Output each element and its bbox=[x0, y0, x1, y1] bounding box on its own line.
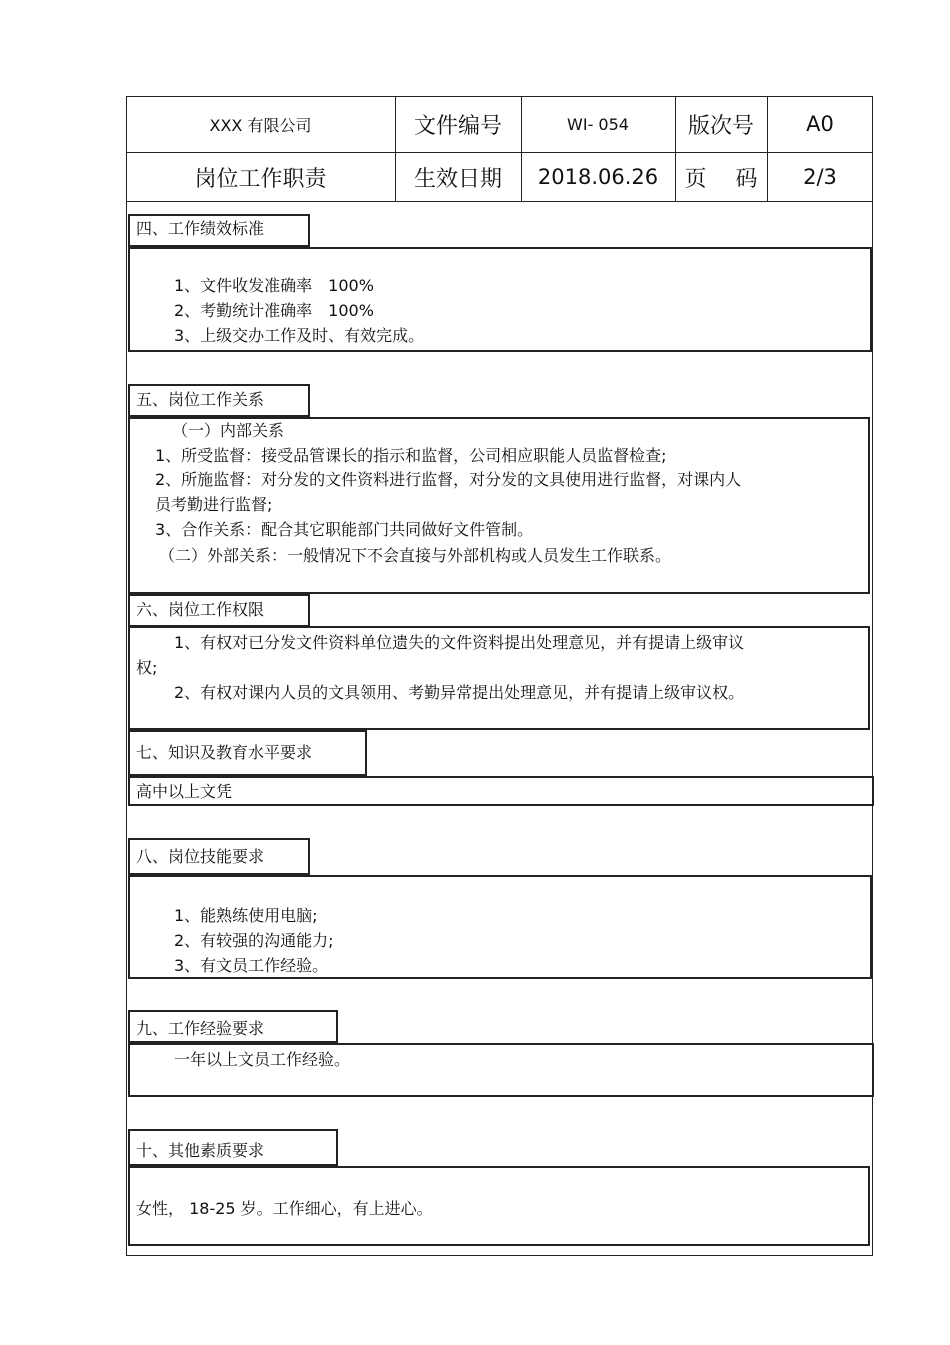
section-4-line-1: 1、文件收发准确率 100% bbox=[174, 276, 374, 295]
doc-number: WI- 054 bbox=[567, 114, 629, 134]
section-6-title: 六、岗位工作权限 bbox=[136, 600, 265, 619]
section-5-line-1: （一）内部关系 bbox=[172, 421, 285, 440]
version-label: 版次号 bbox=[687, 113, 754, 139]
section-6-line-2: 权; bbox=[136, 658, 158, 677]
section-4-line-3: 3、上级交办工作及时、有效完成。 bbox=[174, 326, 425, 345]
section-5-line-6: （二）外部关系：一般情况下不会直接与外部机构或人员发生工作联系。 bbox=[159, 546, 672, 565]
page-label: 页 码 bbox=[684, 166, 758, 192]
section-5-line-5: 3、合作关系：配合其它职能部门共同做好文件管制。 bbox=[155, 520, 534, 539]
section-7-content-box bbox=[128, 776, 874, 806]
section-8-title: 八、岗位技能要求 bbox=[136, 847, 265, 866]
page-number: 2/3 bbox=[803, 165, 837, 189]
section-6-line-1: 1、有权对已分发文件资料单位遗失的文件资料提出处理意见，并有提请上级审议 bbox=[174, 633, 745, 652]
section-8-line-1: 1、能熟练使用电脑; bbox=[174, 906, 318, 925]
section-9-title: 九、工作经验要求 bbox=[136, 1019, 265, 1038]
effective-date: 2018.06.26 bbox=[537, 165, 659, 189]
section-5-title: 五、岗位工作关系 bbox=[136, 390, 265, 409]
section-7-title: 七、知识及教育水平要求 bbox=[136, 743, 313, 762]
effective-date-label: 生效日期 bbox=[413, 166, 502, 192]
doc-number-label: 文件编号 bbox=[413, 113, 502, 139]
section-7-line-1: 高中以上文凭 bbox=[136, 782, 233, 801]
section-8-line-2: 2、有较强的沟通能力; bbox=[174, 931, 334, 950]
section-10-title: 十、其他素质要求 bbox=[136, 1141, 265, 1160]
doc-title: 岗位工作职责 bbox=[194, 166, 327, 192]
section-5-line-3: 2、所施监督：对分发的文件资料进行监督，对分发的文具使用进行监督，对课内人 bbox=[155, 470, 742, 489]
section-4-line-2: 2、考勤统计准确率 100% bbox=[174, 301, 374, 320]
section-6-line-3: 2、有权对课内人员的文具领用、考勤异常提出处理意见，并有提请上级审议权。 bbox=[174, 683, 745, 702]
section-5-line-4: 员考勤进行监督; bbox=[155, 495, 273, 514]
section-10-line-1: 女性， 18-25 岁。工作细心，有上进心。 bbox=[136, 1199, 433, 1218]
version-value: A0 bbox=[806, 112, 834, 136]
section-5-line-2: 1、所受监督：接受品管课长的指示和监督，公司相应职能人员监督检查; bbox=[155, 446, 667, 465]
section-8-line-3: 3、有文员工作经验。 bbox=[174, 956, 329, 975]
section-9-line-1: 一年以上文员工作经验。 bbox=[174, 1050, 351, 1069]
section-4-title: 四、工作绩效标准 bbox=[136, 219, 265, 238]
company-name: XXX 有限公司 bbox=[209, 115, 312, 135]
